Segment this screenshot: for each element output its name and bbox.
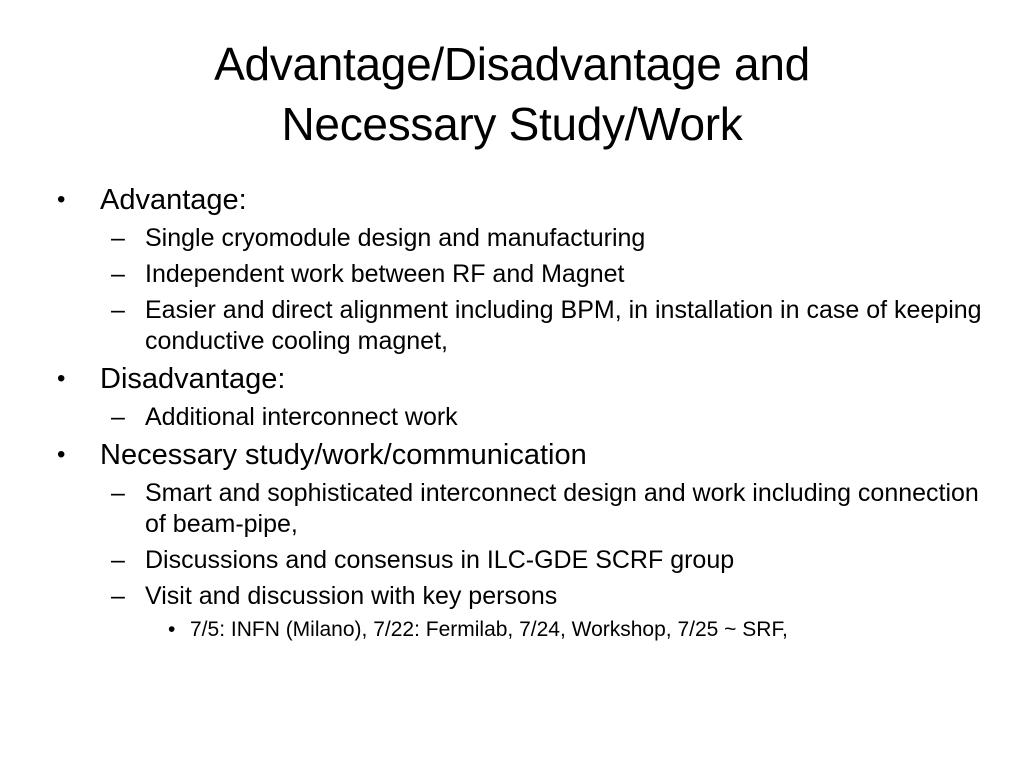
sub-bullet-text: Easier and direct alignment including BPM, in installation in case of keeping conductive cooling magnet, xyxy=(145,296,982,355)
bullet-text: Disadvantage: xyxy=(100,363,286,395)
bullet-icon: • xyxy=(57,365,66,392)
title-line-1: Advantage/Disadvantage and xyxy=(214,38,810,90)
bullet-necessary-study xyxy=(57,437,980,473)
dash-icon: – xyxy=(111,224,125,252)
dash-icon: – xyxy=(111,260,125,288)
sub-bullet-text: Independent work between RF and Magnet xyxy=(145,260,625,288)
sub-bullet-text: Smart and sophisticated interconnect design and work including connection of beam-pipe, xyxy=(145,479,979,538)
dash-icon: – xyxy=(111,296,125,324)
dash-icon: – xyxy=(111,479,125,507)
sub-bullet xyxy=(111,478,985,540)
slide-body xyxy=(0,178,1024,644)
bullet-text: Advantage: xyxy=(100,184,247,216)
bullet-text: Necessary study/work/communication xyxy=(100,439,587,471)
bullet-disadvantage xyxy=(57,361,980,397)
bullet-advantage xyxy=(57,182,980,218)
sub-bullet xyxy=(111,295,985,357)
sub-bullet-text: Additional interconnect work xyxy=(145,403,458,431)
sub-bullet xyxy=(111,545,985,576)
sub-sub-bullet-text: 7/5: INFN (Milano), 7/22: Fermilab, 7/24, Workshop, 7/25 ~ SRF, xyxy=(190,618,788,641)
sub-bullet-text: Discussions and consensus in ILC-GDE SCRF group xyxy=(145,546,735,574)
slide-title xyxy=(60,34,964,154)
bullet-icon: • xyxy=(168,618,176,641)
dash-icon: – xyxy=(111,582,125,610)
title-line-2: Necessary Study/Work xyxy=(281,98,743,150)
bullet-icon: • xyxy=(57,441,66,468)
dash-icon: – xyxy=(111,403,125,431)
sub-bullet-text: Single cryomodule design and manufacturing xyxy=(145,224,646,252)
sub-bullet-text: Visit and discussion with key persons xyxy=(145,582,558,610)
sub-bullet xyxy=(111,581,985,612)
sub-bullet xyxy=(111,223,985,254)
sub-bullet xyxy=(111,259,985,290)
sub-sub-bullet xyxy=(168,616,990,644)
bullet-icon: • xyxy=(57,186,66,213)
dash-icon: – xyxy=(111,546,125,574)
sub-bullet xyxy=(111,402,985,433)
